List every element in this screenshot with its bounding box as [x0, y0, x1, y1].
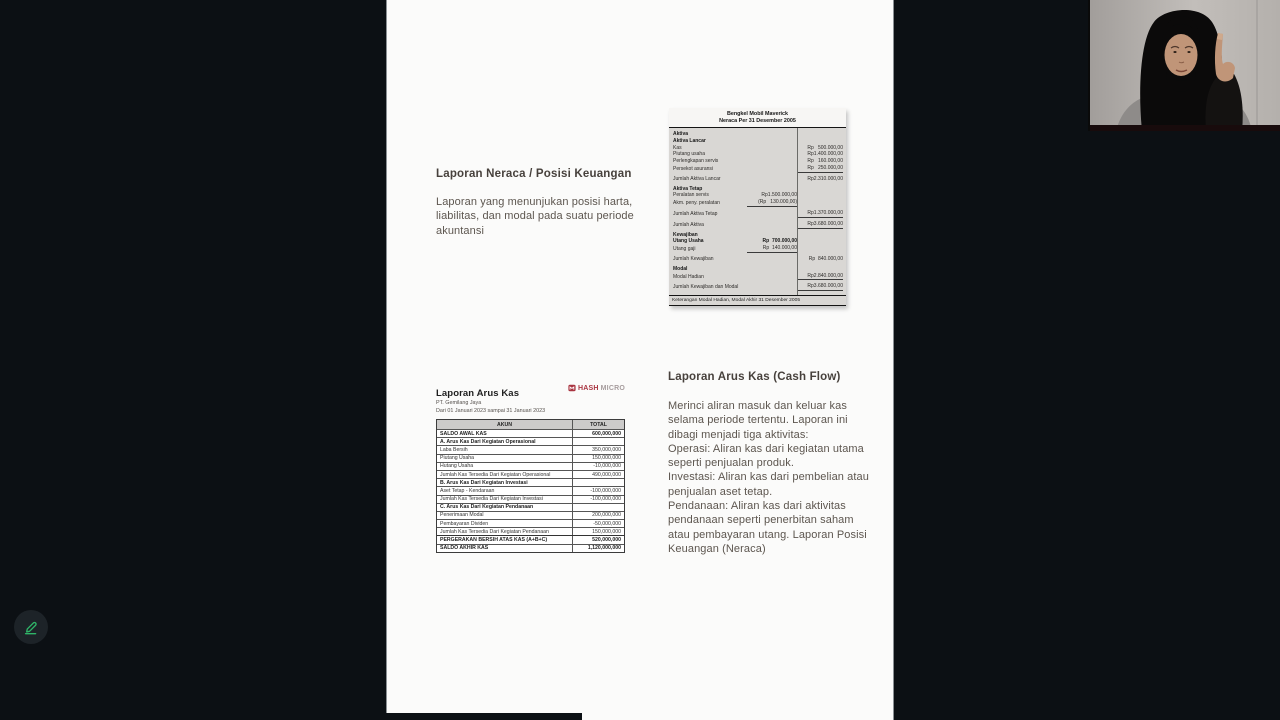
balance-sheet-row-label: Peralatan servis [673, 192, 709, 199]
cash-flow-row-value: 150,000,000 [572, 528, 624, 535]
cash-flow-row-value [572, 438, 624, 445]
balance-sheet-row [669, 165, 846, 173]
cash-flow-table-row [437, 478, 624, 486]
balance-sheet-row-label: Aktiva Lancar [673, 137, 706, 144]
cash-flow-row-value: 1,120,000,000 [572, 545, 624, 552]
balance-sheet-row [669, 192, 846, 199]
balance-sheet-row-label: Jumlah Kewajiban [673, 255, 714, 262]
balance-sheet-row-mid-amount: (Rp 130.000,00) [747, 199, 797, 207]
cash-flow-table-row [437, 437, 624, 445]
balance-sheet-row [669, 232, 846, 239]
balance-sheet-column-divider [797, 128, 798, 295]
balance-sheet-row-amount: Rp3.680.000,00 [797, 221, 843, 229]
balance-sheet-row [669, 283, 846, 291]
cash-flow-row-label: Penerimaan Modal [440, 512, 484, 519]
balance-sheet-row-label: Aktiva [673, 131, 689, 137]
balance-sheet-row [669, 138, 846, 145]
cash-flow-row-label: SALDO AKHIR KAS [440, 545, 489, 552]
balance-sheet-row-label: Jumlah Kewajiban dan Modal [673, 284, 739, 291]
balance-sheet-row [669, 158, 846, 165]
cash-flow-section-heading: Laporan Arus Kas (Cash Flow) [668, 371, 841, 383]
balance-sheet-row [669, 245, 846, 253]
balance-sheet-row-label: Utang Usaha [673, 238, 704, 245]
cash-flow-row-value: -50,000,000 [572, 520, 624, 527]
cash-flow-body-line: Pendanaan: Aliran kas dari aktivitas [668, 500, 846, 513]
balance-sheet-row [669, 176, 846, 183]
cash-flow-row-label: SALDO AWAL KAS [440, 430, 487, 437]
cash-flow-row-value: 600,000,000 [572, 430, 624, 437]
cash-flow-row-label: A. Arus Kas Dari Kegiatan Operasional [440, 438, 536, 445]
cash-flow-section-body [668, 399, 886, 556]
balance-sheet-row-amount: Rp 250.000,00 [797, 165, 843, 173]
pencil-icon [21, 617, 41, 637]
cash-flow-body-line: Keuangan (Neraca) [668, 542, 766, 555]
balance-sheet-row-label: Piutang usaha [673, 151, 705, 158]
hashmicro-logo-micro: MICRO [600, 384, 625, 392]
balance-sheet-row-label: Modal [673, 265, 688, 272]
balance-sheet-row-label: Jumlah Aktiva Tetap [673, 210, 718, 217]
cash-flow-row-label: Hutang Usaha [440, 463, 474, 470]
cash-flow-row-value: -100,000,000 [572, 487, 624, 494]
balance-sheet-row-amount: Rp3.680.000,00 [797, 283, 843, 291]
balance-sheet-row-label: Utang gaji [673, 246, 696, 253]
cash-flow-table-row [437, 462, 624, 470]
hashmicro-logo-hash: HASH [578, 384, 599, 392]
neraca-section-body [436, 195, 656, 238]
cash-flow-row-label: Jumlah Kas Tersedia Dari Kegiatan Pendanaan [440, 528, 549, 535]
cash-flow-row-value: -10,000,000 [572, 463, 624, 470]
balance-sheet-date: Neraca Per 31 Desember 2005 [719, 118, 796, 124]
balance-sheet-row [669, 210, 846, 218]
cash-flow-body-line: Operasi: Aliran kas dari kegiatan utama [668, 442, 864, 455]
balance-sheet-row [669, 131, 846, 138]
cash-flow-row-label: C. Arus Kas Dari Kegiatan Pendanaan [440, 504, 534, 511]
cash-flow-table-row [437, 429, 624, 437]
cash-flow-row-value [572, 479, 624, 486]
cash-flow-table-row [437, 519, 624, 527]
presentation-slide [386, 0, 894, 720]
balance-sheet-body [669, 127, 846, 296]
hashmicro-logo-icon [568, 384, 576, 392]
balance-sheet-row [669, 186, 846, 193]
cash-flow-row-value: 520,000,000 [572, 536, 624, 543]
cash-flow-row-label: PERGERAKAN BERSIH ATAS KAS (A+B+C) [440, 537, 548, 544]
balance-sheet-row [669, 256, 846, 263]
cash-flow-row-label: Aset Tetap - Kendaraan [440, 487, 495, 494]
balance-sheet-image [669, 108, 846, 306]
cash-flow-table-row [437, 544, 624, 552]
balance-sheet-row-label: Perlengkapan servis [673, 158, 719, 165]
cash-flow-period: Dari 01 Januari 2023 sampai 31 Januari 2023 [436, 408, 546, 414]
cash-flow-table [436, 419, 625, 553]
cash-flow-table-row [437, 535, 624, 543]
neraca-body-line: Laporan yang menunjukan posisi harta, [436, 196, 633, 208]
balance-sheet-row [669, 199, 846, 207]
balance-sheet-footer: Keterangan Modal Hadian, Modal Akhir 31 Desember 2005 [669, 296, 846, 306]
cash-flow-body-line: atau pembayaran utang. Laporan Posisi [668, 528, 867, 541]
balance-sheet-row-amount: Rp1.400.000,00 [807, 151, 843, 158]
balance-sheet-row-label: Kewajiban [673, 231, 698, 238]
balance-sheet-row-amount: Rp 500.000,00 [807, 144, 843, 151]
balance-sheet-row-label: Modal Hadian [673, 273, 704, 280]
balance-sheet-row-label: Jumlah Aktiva Lancar [673, 175, 721, 182]
balance-sheet-row-label: Persekot asuransi [673, 165, 714, 172]
webcam-video [1088, 0, 1280, 131]
cash-flow-body-line: dibagi menjadi tiga aktivitas: [668, 428, 809, 441]
annotation-pencil-button[interactable] [14, 610, 48, 644]
cash-flow-row-label: Laba Bersih [440, 446, 468, 453]
cash-flow-row-label: B. Arus Kas Dari Kegiatan Investasi [440, 479, 528, 486]
cash-flow-row-value: -100,000,000 [572, 496, 624, 503]
cash-flow-table-row [437, 511, 624, 519]
cash-flow-body-line: pendanaan seperti penerbitan saham [668, 514, 854, 527]
balance-sheet-row [669, 145, 846, 152]
cash-flow-row-label: Jumlah Kas Tersedia Dari Kegiatan Investasi [440, 496, 543, 503]
cash-flow-header-akun: AKUN [497, 421, 512, 428]
balance-sheet-row-amount: Rp2.840.000,00 [797, 273, 843, 281]
cash-flow-table-row [437, 454, 624, 462]
balance-sheet-row [669, 266, 846, 273]
cash-flow-row-value: 350,000,000 [572, 446, 624, 453]
bottom-letterbox-strip [386, 713, 582, 720]
cash-flow-title: Laporan Arus Kas [436, 388, 520, 399]
cash-flow-statement-image [436, 383, 625, 553]
hashmicro-logo [568, 384, 625, 392]
cash-flow-table-row [437, 486, 624, 494]
cash-flow-company: PT. Gemilang Jaya [436, 400, 482, 406]
cash-flow-table-header [437, 420, 624, 429]
balance-sheet-row-amount: Rp2.310.000,00 [807, 175, 843, 182]
balance-sheet-row-label: Akm. peny. peralatan [673, 200, 720, 207]
cash-flow-table-row [437, 495, 624, 503]
cash-flow-row-value: 200,000,000 [572, 512, 624, 519]
balance-sheet-row [669, 238, 846, 245]
balance-sheet-row-amount: Rp1.370.000,00 [797, 210, 843, 218]
balance-sheet-row [669, 151, 846, 158]
cash-flow-row-value: 490,000,000 [572, 471, 624, 478]
balance-sheet-row-label: Jumlah Aktiva [673, 221, 704, 228]
cash-flow-row-value [572, 504, 624, 511]
cash-flow-row-label: Piutang Usaha [440, 455, 475, 462]
cash-flow-table-row [437, 503, 624, 511]
balance-sheet-row-amount: Rp 840.000,00 [808, 255, 843, 262]
cash-flow-row-value: 150,000,000 [572, 455, 624, 462]
cash-flow-row-label: Jumlah Kas Tersedia Dari Kegiatan Operasional [440, 471, 551, 478]
cash-flow-table-row [437, 445, 624, 453]
presenter-silhouette [1088, 0, 1280, 131]
balance-sheet-row-mid-amount: Rp 700.000,00 [762, 238, 797, 245]
neraca-section-heading: Laporan Neraca / Posisi Keuangan [436, 168, 632, 180]
balance-sheet-row-label: Aktiva Tetap [673, 185, 703, 192]
cash-flow-body-line: Merinci aliran masuk dan keluar kas [668, 400, 847, 412]
neraca-body-line: liabilitas, dan modal pada suatu periode [436, 210, 634, 223]
cash-flow-header-total: TOTAL [572, 420, 624, 429]
balance-sheet-row-label: Kas [673, 144, 682, 151]
cash-flow-row-label: Pembayaran Dividen [440, 520, 489, 527]
balance-sheet-row-mid-amount: Rp 140.000,00 [747, 245, 797, 253]
balance-sheet-row-mid-amount: Rp1.500.000,00 [761, 192, 797, 199]
balance-sheet-row [669, 221, 846, 229]
cash-flow-body-line: penjualan aset tetap. [668, 485, 773, 498]
neraca-body-line: akuntansi [436, 224, 484, 237]
balance-sheet-row [669, 273, 846, 281]
balance-sheet-row-amount: Rp 160.000,00 [807, 158, 843, 165]
cash-flow-body-line: seperti penjualan produk. [668, 457, 795, 470]
cash-flow-table-row [437, 470, 624, 478]
balance-sheet-title [669, 108, 846, 127]
cash-flow-body-line: selama periode tertentu. Laporan ini [668, 414, 848, 427]
cash-flow-body-line: Investasi: Aliran kas dari pembelian atau [668, 471, 869, 484]
cash-flow-table-row [437, 527, 624, 535]
balance-sheet-company: Bengkel Mobil Maverick [726, 111, 789, 117]
